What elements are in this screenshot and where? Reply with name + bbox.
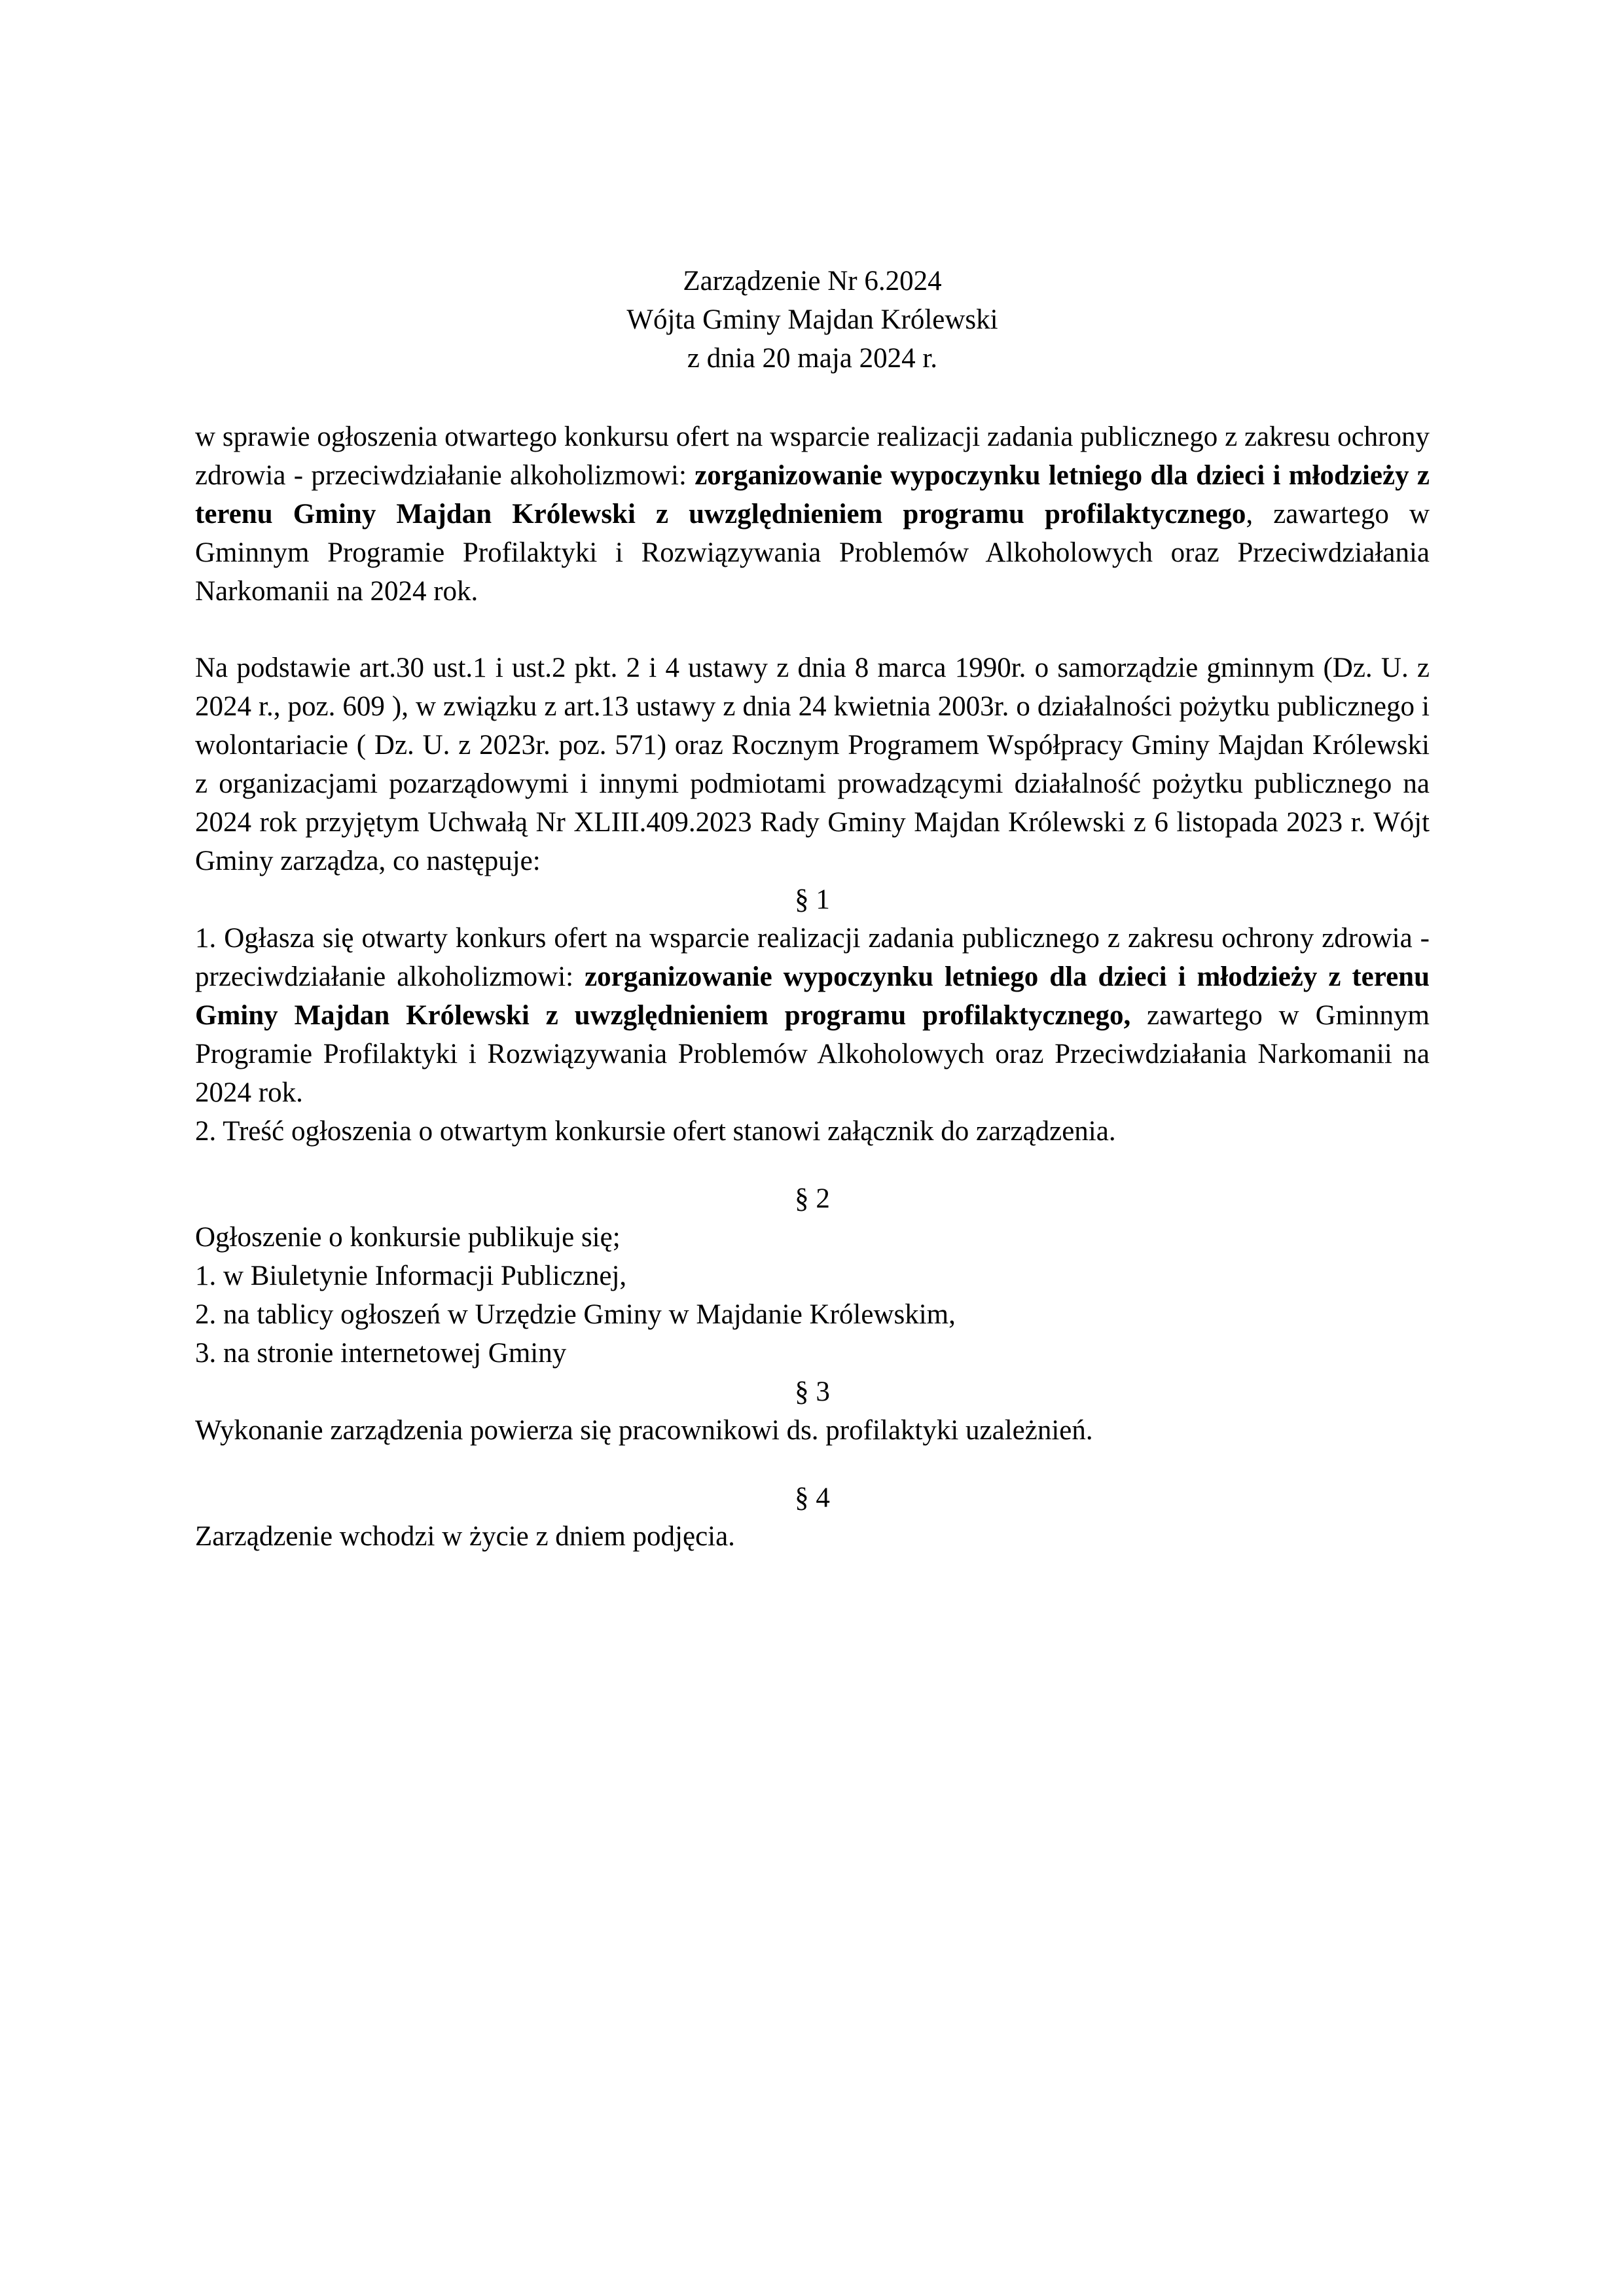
subject-text-start: w sprawie ogłoszenia otwartego konkursu ofert na wsparcie realizacji zadania publicznego z zakresu ochrony zdrowia - przeciwdziałanie alkoholizmowi: [195,422,1430,491]
section-4-text: Zarządzenie wchodzi w życie z dniem podjęcia. [195,1521,735,1552]
section-2-intro: Ogłoszenie o konkursie publikuje się; [195,1222,621,1253]
section-1-item-1 [195,919,1430,1112]
document-page [195,262,1430,1556]
header-title: Zarządzenie Nr 6.2024 [683,266,942,296]
section-2-list-item: 3. na stronie internetowej Gminy [195,1338,567,1369]
subject-text-end: , zawartego w Gminnym Programie Profilaktyki i Rozwiązywania Problemów Alkoholowych oraz Przeciwdziałania Narkomanii na 2024 rok. [195,499,1430,607]
section-2-heading: § 2 [795,1183,830,1214]
section-3-text: Wykonanie zarządzenia powierza się pracownikowi ds. profilaktyki uzależnień. [195,1415,1093,1446]
section-3-heading: § 3 [795,1376,830,1407]
section-1-item-2: 2. Treść ogłoszenia o otwartym konkursie ofert stanowi załącznik do zarządzenia. [195,1116,1116,1147]
subject-paragraph [195,418,1430,611]
section-4-heading: § 4 [795,1482,830,1513]
legal-basis-paragraph: Na podstawie art.30 ust.1 i ust.2 pkt. 2 i 4 ustawy z dnia 8 marca 1990r. o samorządzie gminnym (Dz. U. z 2024 r., poz. 609 ), w związku z art.13 ustawy z dnia 24 kwietnia 2003r. o działalności pożytku publicznego i wolontariacie ( Dz. U. z 2023r. poz. 571) oraz Rocznym Programem Współpracy Gminy Majdan Królewski z organizacjami pozarządowymi i innymi podmiotami prowadzącymi działalność pożytku publicznego na 2024 rok przyjętym Uchwałą Nr XLIII.409.2023 Rady Gminy Majdan Królewski z 6 listopada 2023 r. Wójt Gminy zarządza, co następuje: [195,653,1430,876]
section-1-heading: § 1 [795,884,830,915]
header-issuer: Wójta Gminy Majdan Królewski [626,304,998,335]
header-date: z dnia 20 maja 2024 r. [687,343,938,374]
section-1-item-1-start: 1. Ogłasza się otwarty konkurs ofert na wsparcie realizacji zadania publicznego z zakresu ochrony zdrowia - przeciwdziałanie alkoholizmowi: [195,923,1430,992]
section-1-item-1-end: zawartego w Gminnym Programie Profilaktyki i Rozwiązywania Problemów Alkoholowych oraz Przeciwdziałania Narkomanii na 2024 rok. [195,1000,1430,1108]
section-2-list-item: 2. na tablicy ogłoszeń w Urzędzie Gminy w Majdanie Królewskim, [195,1299,956,1330]
section-1-task-bold: zorganizowanie wypoczynku letniego dla dzieci i młodzieży z terenu Gminy Majdan Królewski z uwzględnieniem programu profilaktycznego, [195,961,1430,1031]
subject-task-bold: zorganizowanie wypoczynku letniego dla dzieci i młodzieży z terenu Gminy Majdan Królewski z uwzględnieniem programu profilaktycznego [195,460,1430,529]
document-header [195,262,1430,378]
section-2-list-item: 1. w Biuletynie Informacji Publicznej, [195,1261,627,1291]
